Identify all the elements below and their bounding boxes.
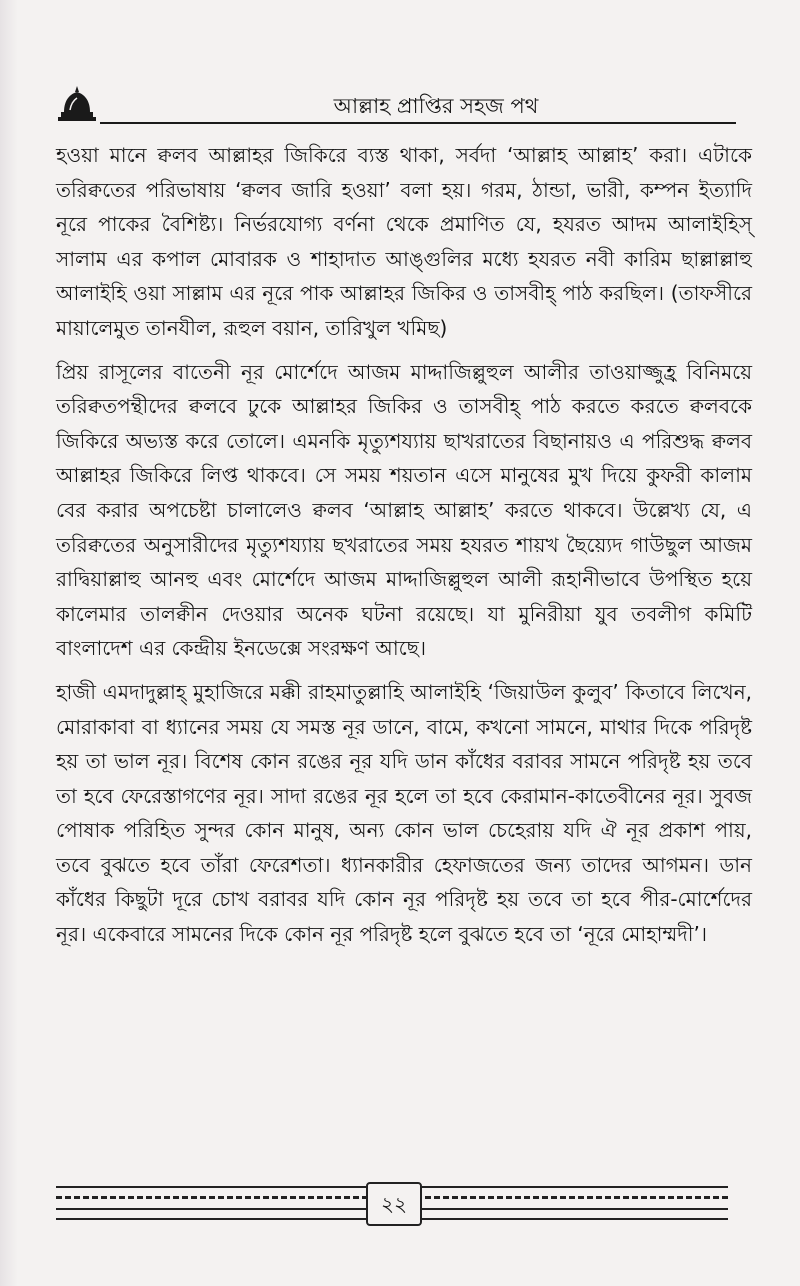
page-number: ২২ [366,1182,422,1226]
page-edge [0,0,18,1286]
mosque-dome-icon [56,84,98,124]
page-footer [56,1180,728,1226]
header-rule [100,122,736,124]
header-title: আল্লাহ প্রাপ্তির সহজ পথ [333,94,539,118]
paragraph: প্রিয় রাসূলের বাতেনী নূর মোর্শেদে আজম মাদ্দাজিল্লুহুল আলীর তাওয়াজ্জুহ্র বিনিময়ে তরিক্বতপন্থীদের ক্বলবে ঢুকে আল্লাহর জিকির ও তাসবীহ্ পাঠ করতে করতে ক্বলবকে জিকিরে অভ্যস্ত করে তোলে। এমনকি মৃত্যুশয্যায় ছাখরাতের বিছানায়ও এ পরিশুদ্ধ ক্বলব আল্লাহর জিকিরে লিপ্ত থাকবে। সে সময় শয়তান এসে মানুষের মুখ দিয়ে কুফরী কালাম বের করার অপচেষ্টা চালালেও ক্বলব ‘আল্লাহ আল্লাহ’ করতে থাকবে। উল্লেখ্য যে, এ তরিক্বতের অনুসারীদের মৃত্যুশয্যায় ছখরাতের সময় হযরত শায়খ ছৈয়্যেদ গাউছুল আজম রাদ্বিয়াল্লাহু আনহু এবং মোর্শেদে আজম মাদ্দাজিল্লুহুল আলী রূহানীভাবে উপস্থিত হয়ে কালেমার তালক্বীন দেওয়ার অনেক ঘটনা রয়েছে। যা মুনিরীয়া যুব তবলীগ কমিটি বাংলাদেশ এর কেন্দ্রীয় ইনডেক্সে সংরক্ষণ আছে। [56,359,752,661]
paragraph: হওয়া মানে ক্বলব আল্লাহর জিকিরে ব্যস্ত থাকা, সর্বদা ‘আল্লাহ আল্লাহ’ করা। এটাকে তরিক্বতের পরিভাষায় ‘ক্বলব জারি হওয়া’ বলা হয়। গরম, ঠান্ডা, ভারী, কম্পন ইত্যাদি নূরে পাকের বৈশিষ্ট্য। নির্ভরযোগ্য বর্ণনা থেকে প্রমাণিত যে, হযরত আদম আলাইহিস্ সালাম এর কপাল মোবারক ও শাহাদাত আঙ্গুলির মধ্যে হযরত নবী কারিম ছাল্লাল্লাহু আলাইহি ওয়া সাল্লাম এর নূরে পাক আল্লাহর জিকির ও তাসবীহ্ পাঠ করছিল। (তাফসীরে মায়ালেমুত তানযীল, রূহুল বয়ান, তারিখুল খমিছ) [56,143,752,340]
running-header [56,84,744,130]
paragraph: হাজী এমদাদুল্লাহ্ মুহাজিরে মক্কী রাহমাতুল্লাহি আলাইহি ‘জিয়াউল কুলুব’ কিতাবে লিখেন, মোরাকাবা বা ধ্যানের সময় যে সমস্ত নূর ডানে, বামে, কখনো সামনে, মাথার দিকে পরিদৃষ্ট হয় তা ভাল নূর। বিশেষ কোন রঙের নূর যদি ডান কাঁধের বরাবর সামনে পরিদৃষ্ট হয় তবে তা হবে ফেরেস্তাগণের নূর। সাদা রঙের নূর হলে তা হবে কেরামান-কাতেবীনের নূর। সুবজ পোষাক পরিহিত সুন্দর কোন মানুষ, অন্য কোন ভাল চেহেরায় যদি ঐ নূর প্রকাশ পায়, তবে বুঝতে হবে তাঁরা ফেরেশতা। ধ্যানকারীর হেফাজতের জন্য তাদের আগমন। ডান কাঁধের কিছুটা দূরে চোখ বরাবর যদি কোন নূর পরিদৃষ্ট হয় তবে তা হবে পীর-মোর্শেদের নূর। একেবারে সামনের দিকে কোন নূর পরিদৃষ্ট হলে বুঝতে হবে তা ‘নূরে মোহাম্মদী’। [56,679,752,947]
body-text [56,138,752,961]
